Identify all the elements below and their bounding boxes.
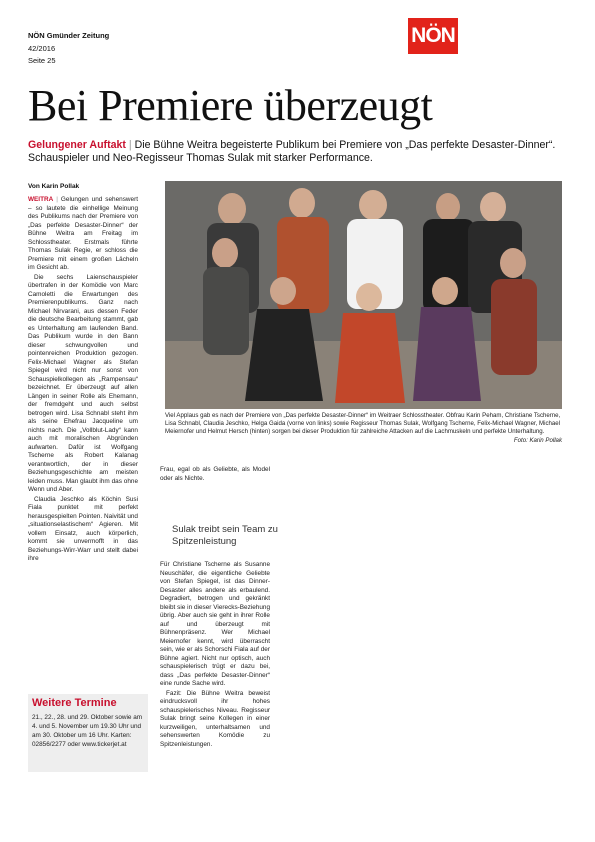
issue-number: 42/2016 — [28, 44, 56, 53]
paragraph-text: Gelungen und sehenswert – so lautete die einhellige Meinung des Publikums nach der Premiere von „Das perfekte Desaster-Dinner“ der Bühne Weitra am Freitag im Schlosstheater. Erstmals führte Thomas Sulak Regie, er schloss die Premiere mit einem großen Lächeln im Gesicht ab. — [28, 196, 138, 271]
byline: Von Karin Pollak — [28, 183, 80, 190]
paragraph: Fazit: Die Bühne Weitra beweist eindrucksvoll ihr hohes schauspielerisches Niveau. Regisseur Sulak bringt seine Kollegen in einer kurzweiligen, unterhaltsamen und sehenswerten Komödie zu Spitzenleistungen. — [160, 689, 270, 748]
paragraph: Die sechs Laienschauspieler übertrafen in der Komödie von Marc Camoletti die Erwartungen des Premierenpublikums. Ganz nach Michael Nirvarani, aus dessen Feder die deutsche Bearbeitung stammt, gab es Unterhaltung am laufenden Band. Das Publikum wurde in den Bann dieser schwungvollen und pointenreichen Produktion gezogen. Felix-Michael Wagner als Stefan Spiegel wird nicht nur sonst von Schauspielkollegen als „Rampensau“ bezeichnet. Er überzeugt auf allen Längen in seiner Rolle als Ehemann, der fremdgeht und auch selbst betrogen wird. Lisa Schnabl steht ihm als seine Ehefrau Jacqueline um nichts nach. Die „Vollblut-Lady“ kann auch mit moralischen Abgründen aufwarten. Dafür ist Wolfgang Tscherne als Robert Kalanag verantwortlich, der in dieser Beziehungsgeschichte am meisten leiden muss. Man glaubt ihm das ohne Wenn und Aber. — [28, 273, 138, 493]
noen-logo: NÖN — [408, 18, 458, 54]
paragraph: Claudia Jeschko als Köchin Susi Fiala punktet mit perfekt herausgespielten Pointen. Naivität und „situationselastischem“ Agieren. Mit vollem Einsatz, auch körperlich, kommt sie unvermofft in das Beziehungs-Wirr-Warr und stellt dabei ihre — [28, 495, 138, 562]
paragraph — [28, 196, 138, 273]
termine-text: 21., 22., 28. und 29. Oktober sowie am 4. und 5. November um 19.30 Uhr und am 30. Oktober um 16 Uhr. Karten: 02856/2277 oder www.tickerjet.at — [32, 714, 143, 748]
article-column-2 — [160, 466, 270, 496]
caption-text: Viel Applaus gab es nach der Premiere von „Das perfekte Desaster-Dinner“ im Weitraer Schlosstheater. Obfrau Karin Peham, Christiane Tscherne, Lisa Schnabl, Claudia Jeschko, Helga Gaida (vorne von links) sowie Regisseur Thomas Sulak, Wolfgang Tscherne, Felix-Michael Wagner, Michael Meiernofer und Helmut Hersch (hinten) sorgen bei dieser Produktion für zahlreiche Attacken auf die Lachmuskeln und perfekte Unterhaltung. — [165, 412, 561, 436]
paragraph: Für Christiane Tscherne als Susanne Neuschäfer, die eigentliche Geliebte von Stefan Spiegel, ist das Dinner-Desaster alles andere als erbaulend. Degradiert, betrogen und gekränkt bleibt sie in dieser Vierecks-Beziehung übrig. Aber auch sie geht in ihrer Rolle auf und überzeugt mit Bühnenpräsenz. Wer Michael Meiernofer kennt, wird überrascht sein, wie er als Schorschi Fiala auf der Bühne agiert. Nicht nur optisch, auch schauspielerisch trügt er dazu bei, dass „Das perfekte Desaster-Dinner“ eine runde Sache wird. — [160, 561, 270, 687]
headline: Bei Premiere überzeugt — [28, 81, 433, 130]
publication-name: NÖN Gmünder Zeitung — [28, 31, 110, 40]
photo-caption — [165, 412, 562, 445]
subheading: Sulak treibt sein Team zu Spitzenleistung — [172, 524, 278, 547]
paragraph: Frau, egal ob als Geliebte, als Model oder als Nichte. — [160, 466, 270, 482]
article-column-1 — [28, 196, 138, 689]
lead-paragraph — [28, 139, 564, 165]
lead-kicker: Gelungener Auftakt — [28, 139, 126, 151]
photo-credit: Foto: Karin Pollak — [513, 436, 562, 444]
page-number: Seite 25 — [28, 56, 56, 65]
lead-text: Die Bühne Weitra begeisterte Publikum bei Premiere von „Das perfekte Desaster-Dinner“. Schauspieler und Neo-Regisseur Thomas Sulak mit starker Performance. — [28, 139, 556, 164]
ensemble-photo — [165, 181, 562, 409]
dateline-separator: | — [56, 196, 58, 203]
lead-separator: | — [128, 139, 132, 151]
termine-title: Weitere Termine — [32, 697, 117, 709]
dateline: WEITRA — [28, 196, 54, 203]
article-column-3 — [160, 561, 270, 761]
ensemble-photo-image — [165, 181, 562, 409]
